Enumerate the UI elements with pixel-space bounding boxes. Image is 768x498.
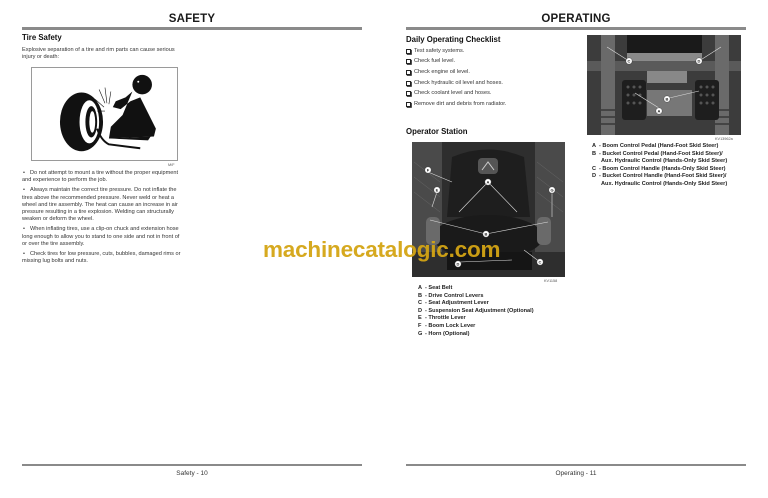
checklist-item: Check coolant level and hoses. [406, 88, 506, 99]
checkbox-icon [406, 81, 411, 86]
header-rule [22, 27, 362, 30]
checkbox-icon [406, 91, 411, 96]
page-header: OPERATING [541, 13, 611, 25]
svg-text:A: A [486, 179, 490, 185]
checkbox-icon [406, 102, 411, 107]
legend-item: D - Suspension Seat Adjustment (Optional) [418, 307, 534, 314]
section-title-tire-safety: Tire Safety [22, 33, 62, 42]
svg-text:E: E [435, 187, 439, 193]
svg-text:B: B [665, 96, 669, 102]
list-item: • Check tires for low pressure, cuts, bubbles, damaged rims or missing lug bolts and nuts. [22, 251, 181, 265]
checkbox-icon [406, 49, 411, 54]
figure-code: KV1158 [544, 279, 558, 283]
checklist-item: Check fuel level. [406, 57, 506, 68]
bullet-icon: • [23, 187, 25, 194]
page-header: SAFETY [168, 13, 216, 25]
legend-item: C - Seat Adjustment Lever [418, 300, 489, 307]
legend-item: D - Bucket Control Handle (Hand-Foot Skid Steer)/ Aux. Hydraulic Control (Hands-Only Skid Steer) [592, 173, 728, 187]
svg-text:A: A [657, 108, 661, 114]
controls-photo [587, 35, 741, 135]
svg-text:F: F [426, 167, 430, 173]
legend-item: A - Seat Belt [418, 285, 453, 291]
svg-text:G: G [550, 187, 554, 193]
list-item: • When inflating tires, use a clip-on chuck and extension hose long enough to allow you to stand to one side and not in front of or over the tire assembly. [22, 226, 180, 247]
page-footer: Operating - 11 [555, 470, 597, 477]
legend-item: A - Boom Control Pedal (Hand-Foot Skid Steer) [592, 143, 719, 149]
page-footer: Safety - 10 [176, 470, 208, 477]
checklist-item: Check hydraulic oil level and hoses. [406, 78, 506, 89]
bullet-icon: • [23, 170, 25, 176]
svg-text:B: B [484, 231, 488, 237]
watermark: machinecatalogic.com [263, 237, 501, 262]
figure-code: M/F [168, 163, 175, 167]
legend-item: G - Horn (Optional) [418, 330, 470, 337]
checklist-item: Check engine oil level. [406, 67, 506, 78]
svg-text:C: C [627, 58, 631, 64]
controls-legend [592, 143, 727, 189]
legend-item: E - Throttle Lever [418, 315, 466, 322]
tire-explosion-warning-icon [31, 67, 178, 161]
checkbox-icon [406, 70, 411, 75]
tire-safety-intro: Explosive separation of a tire and rim parts can cause serious injury or death: [22, 47, 175, 61]
footer-rule [406, 464, 746, 466]
svg-text:D: D [456, 261, 460, 267]
legend-item: C - Boom Control Handle (Hands-Only Skid Steer) [592, 165, 726, 172]
footer-rule [22, 464, 362, 466]
header-rule [406, 27, 746, 30]
legend-item: F - Boom Lock Lever [418, 322, 476, 329]
legend-item: B - Bucket Control Pedal (Hand-Foot Skid Steer)/ Aux. Hydraulic Control (Hands-Only Skid Steer) [592, 150, 728, 165]
list-item: • Do not attempt to mount a tire without the proper equipment and experience to perform the job. [22, 170, 179, 184]
legend-item: B - Drive Control Levers [418, 292, 484, 299]
section-title-checklist: Daily Operating Checklist [406, 35, 501, 44]
list-item: • Always maintain the correct tire pressure. Do not inflate the tires above the recommended pressure. Never weld or heat a wheel and tire assembly. The heat can cause an increase in air pressure resulting in a tire explosion. Welding can structurally weaken or deform the wheel. [22, 187, 178, 223]
svg-text:D: D [697, 58, 701, 64]
section-title-operator-station: Operator Station [406, 127, 468, 136]
svg-text:C: C [538, 259, 542, 265]
checkbox-icon [406, 59, 411, 64]
checklist-item: Remove dirt and debris from radiator. [406, 99, 506, 110]
checklist-item: Test safety systems. [406, 46, 506, 57]
operator-station-legend [418, 285, 534, 338]
bullet-icon: • [23, 226, 25, 233]
daily-checklist [406, 46, 506, 110]
tire-safety-bullets [22, 170, 184, 268]
bullet-icon: • [23, 251, 25, 258]
figure-code: KV13962a [715, 137, 733, 141]
